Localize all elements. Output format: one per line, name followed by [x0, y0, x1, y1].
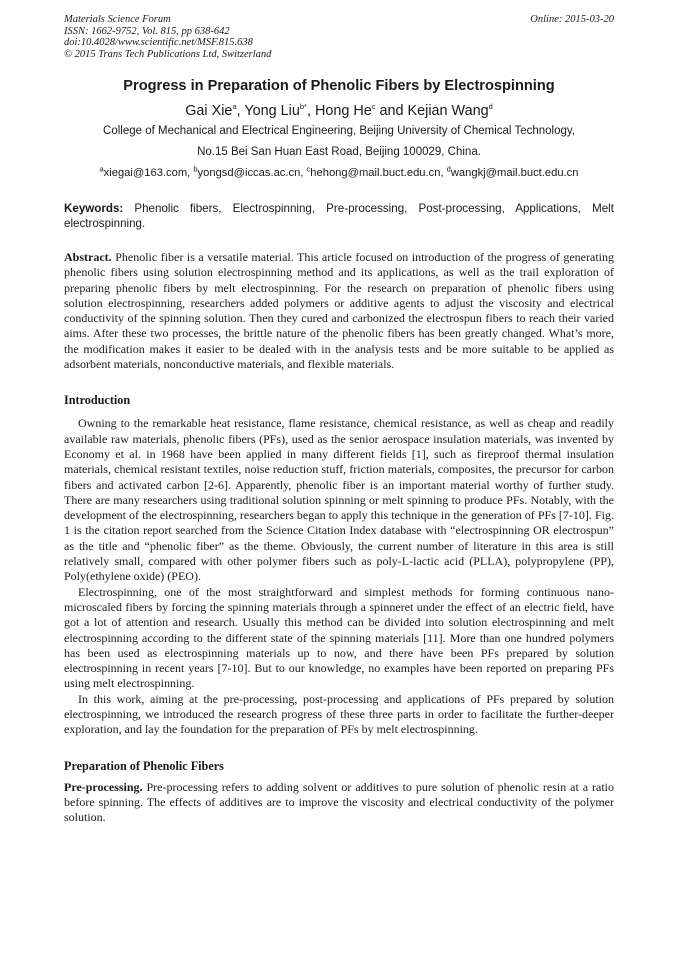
- keywords-text: Phenolic fibers, Electrospinning, Pre-processing, Post-processing, Applications, Melt electrospinning.: [64, 202, 614, 230]
- keywords-label: Keywords:: [64, 202, 124, 215]
- journal-name: Materials Science Forum: [64, 14, 171, 25]
- author-sup: a: [232, 102, 237, 112]
- affiliation-line: College of Mechanical and Electrical Engineering, Beijing University of Chemical Technology,: [103, 125, 575, 137]
- author-name: Hong He: [314, 103, 372, 119]
- author-separator: and: [375, 103, 408, 119]
- preprocessing-text: Pre-processing refers to adding solvent or additives to pure solution of phenolic resin at a ratio before spinning. The effects of additives are to improve the viscosity and electrical conductivity of the polymer solution.: [64, 779, 614, 825]
- affiliation-line: No.15 Bei San Huan East Road, Beijing 100029, China.: [197, 146, 481, 158]
- abstract-label: Abstract.: [64, 250, 112, 264]
- author-list: [64, 103, 614, 119]
- author-sup: d: [488, 102, 493, 112]
- author-separator: ,: [236, 103, 245, 119]
- intro-paragraph: Owning to the remarkable heat resistance, flame resistance, chemical resistance, as well as cheap and readily available raw materials, phenolic fibers (PFs), used as the senior aerospace insulation materials, was invented by Economy et al. in 1968 have been applied in many different fields [1], such as fireproof thermal insulation materials, chemical resistant textiles, noise reduction stuff, friction materials, composites, the precursor for carbon fibers and activated carbon [2-6]. Apparently, phenolic fiber is an important material worthy of further study. There are many researchers using traditional solution spinning or melt spinning to produce PFs. Notably, with the development of the electrospinning, researchers began to apply this technique in the generation of PFs [7-10]. Fig. 1 is the citation report searched from the Science Citation Index database with “electrospinning OR electrospun” as the title and “phenolic fiber” as the theme. Obviously, the current number of literature in this area is still relatively small, compared with other polymer fibers such as poly-L-lactic acid (PLLA), polypropylene (PP), Poly(ethylene oxide) (PEO).: [64, 416, 614, 584]
- preprocessing-paragraph: [64, 780, 614, 826]
- email-address: yongsd@iccas.ac.cn: [197, 167, 301, 179]
- section-heading-introduction: Introduction: [64, 393, 131, 408]
- journal-header: [64, 14, 614, 60]
- intro-paragraph: Electrospinning, one of the most straightforward and simplest methods for forming continuous nano-microscaled fibers by forcing the spinning materials through a spinneret under the effect of an electric field, have got a lot of attention and research. Usually this method can be divided into solution electrospinning and melt electrospinning according to the different state of the spinning materials [11]. More than one hundred polymers has been used as electrospinning materials up to now, and there have been PFs prepared by solution electrospinning in recent years [7-10]. But to our knowledge, no examples have been reported on preparing PFs using melt electrospinning.: [64, 584, 614, 691]
- email-separator: ,: [187, 167, 194, 179]
- author-name: Kejian Wang: [407, 103, 489, 119]
- author-separator: ,: [306, 103, 315, 119]
- author-sup: c: [371, 102, 376, 112]
- email-separator: ,: [440, 167, 447, 179]
- email-address: wangkj@mail.buct.edu.cn: [450, 167, 579, 179]
- email-address: xiegai@163.com: [103, 167, 188, 179]
- copyright-line: © 2015 Trans Tech Publications Ltd, Switzerland: [64, 48, 272, 60]
- doi-line: doi:10.4028/www.scientific.net/MSF.815.638: [64, 37, 253, 48]
- email-list: [64, 163, 614, 184]
- paper-page: [64, 14, 614, 826]
- section-heading-preparation: Preparation of Phenolic Fibers: [64, 758, 224, 773]
- email-sup: c: [306, 164, 311, 174]
- abstract: [64, 250, 614, 372]
- online-date: Online: 2015-03-20: [530, 14, 614, 25]
- abstract-text: Phenolic fiber is a versatile material. This article focused on introduction of the progress of generating phenolic fibers using solution electrospinning method and its applications, as well as the trail exploration of preparing phenolic fibers by melt electrospinning. For the research on preparation of phenolic fibers using solution electrospinning, researchers added polymers or additive agents to adjust the viscosity and electrical conductivity of the spinning solution. Then they cured and carbonized the electrospun fibers to reach their varied aims. After these two processes, the brittle nature of the phenolic fibers has been greatly changed. What’s more, the modification makes it easier to be dealed with in the analysis tests and be more suitable to be applied as adsorbent materials, nonconductive materials, and flexible materials.: [64, 250, 614, 372]
- keywords: [64, 201, 614, 231]
- paper-title: Progress in Preparation of Phenolic Fibers by Electrospinning: [123, 78, 555, 94]
- author-name: Yong Liu: [244, 103, 300, 119]
- preprocessing-label: Pre-processing.: [64, 779, 143, 794]
- email-sup: a: [99, 164, 104, 174]
- author-sup: b*: [299, 102, 307, 112]
- email-address: hehong@mail.buct.edu.cn: [310, 167, 441, 179]
- author-name: Gai Xie: [185, 103, 233, 119]
- issn-line: ISSN: 1662-9752, Vol. 815, pp 638-642: [64, 25, 230, 37]
- intro-paragraph: In this work, aiming at the pre-processing, post-processing and applications of PFs prepared by solution electrospinning, we introduced the research progress of these three parts in order to facilitate the further-deeper exploration, and lay the foundation for the preparation of PFs by melt electrospinning.: [64, 691, 614, 737]
- email-sup: b: [193, 164, 198, 174]
- email-separator: ,: [300, 167, 307, 179]
- affiliation: [64, 121, 614, 184]
- email-sup: d: [446, 164, 451, 174]
